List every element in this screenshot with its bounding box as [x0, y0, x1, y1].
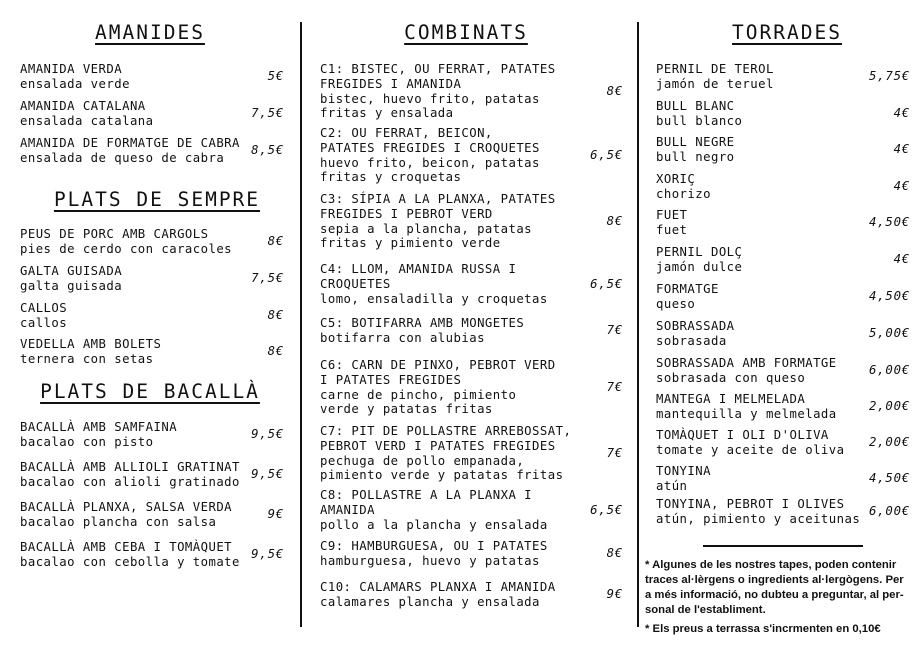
- menu-item: [20, 540, 240, 570]
- menu-item-name: C1: BISTEC, OU FERRAT, PATATES: [320, 62, 556, 76]
- menu-item: [656, 319, 735, 349]
- menu-item-price: 5,75€: [868, 69, 910, 83]
- menu-item-price: 6,5€: [590, 277, 623, 291]
- menu-item-line: hamburguesa, huevo y patatas: [320, 553, 540, 568]
- menu-item-line: galta guisada: [20, 278, 123, 293]
- menu-item-price: 5,00€: [868, 326, 910, 340]
- menu-item-line: ensalada catalana: [20, 113, 154, 128]
- menu-item-price: 4€: [893, 106, 910, 120]
- menu-item-price: 4,50€: [868, 215, 910, 229]
- menu-item-name: FORMATGE: [656, 282, 719, 296]
- menu-item: [20, 99, 154, 129]
- menu-item: [20, 420, 177, 450]
- menu-item-line: bacalao con alioli gratinado: [20, 474, 240, 489]
- menu-item: [320, 358, 556, 417]
- plats-sempre-heading: PLATS DE SEMPRE: [53, 188, 261, 211]
- menu-item: [20, 301, 67, 331]
- menu-item: [320, 126, 540, 185]
- menu-item-line: fuet: [656, 222, 688, 237]
- menu-item: [656, 172, 711, 202]
- menu-item-line: atún: [656, 478, 688, 493]
- menu-item-line: sobrasada: [656, 333, 727, 348]
- menu-item-line: bull negro: [656, 149, 735, 164]
- menu-item-line: carne de pincho, pimiento: [320, 387, 517, 402]
- menu-item-line: pechuga de pollo empanada,: [320, 453, 525, 468]
- menu-item-name: SOBRASSADA: [656, 319, 735, 333]
- menu-item-line: ensalada de queso de cabra: [20, 150, 225, 165]
- menu-item-name: CALLOS: [20, 301, 68, 315]
- menu-item-price: 8€: [267, 344, 284, 358]
- menu-item-name: FUET: [656, 208, 688, 222]
- menu-item: [20, 264, 122, 294]
- menu-item-name: TONYINA: [656, 464, 711, 478]
- menu-item-price: 7,5€: [251, 106, 284, 120]
- torrades-heading: TORRADES: [732, 21, 842, 44]
- menu-item-line: pimiento verde y patatas fritas: [320, 468, 564, 483]
- menu-item: [20, 62, 130, 92]
- column-left: [0, 0, 300, 651]
- menu-item-line: bacalao plancha con salsa: [20, 514, 217, 529]
- menu-item-line: ensalada verde: [20, 76, 130, 91]
- menu-item: [656, 497, 860, 527]
- menu-item-line: huevo frito, beicon, patatas: [320, 155, 540, 170]
- menu-item: [656, 245, 742, 275]
- menu-item-line: atún, pimiento y aceitunas: [656, 511, 861, 526]
- allergen-note: * Algunes de les nostres tapes, poden contenir traces al·lèrgens o ingredients al·lergògens. Per a més informació, no dubteu a preguntar, al per- sonal de l'establiment.: [645, 559, 904, 616]
- menu-item-price: 9,5€: [251, 547, 284, 561]
- menu-item-price: 7€: [606, 323, 623, 337]
- menu-item-price: 2,00€: [868, 435, 910, 449]
- menu-item-price: 4,50€: [868, 289, 910, 303]
- menu-item: [20, 227, 232, 257]
- menu-item-name: C3: SÍPIA A LA PLANXA, PATATES: [320, 192, 556, 206]
- menu-item-line: chorizo: [656, 186, 711, 201]
- menu-item-line: botifarra con alubias: [320, 330, 485, 345]
- menu-item-name: GALTA GUISADA: [20, 264, 123, 278]
- menu-item-line: I PATATES FREGIDES: [320, 372, 462, 387]
- menu-item-name: BACALLÀ AMB ALLIOLI GRATINAT: [20, 460, 240, 474]
- column-divider-right: [637, 22, 639, 627]
- menu-item-name: PEUS DE PORC AMB CARGOLS: [20, 227, 209, 241]
- menu-item-name: BACALLÀ PLANXA, SALSA VERDA: [20, 500, 233, 514]
- menu-item-name: AMANIDA CATALANA: [20, 99, 146, 113]
- notes-divider: [703, 545, 863, 547]
- menu-item-line: callos: [20, 315, 68, 330]
- menu-item: [656, 392, 837, 422]
- menu-item-price: 8€: [606, 214, 623, 228]
- menu-item-price: 6,5€: [590, 148, 623, 162]
- menu-item-name: C9: HAMBURGUESA, OU I PATATES: [320, 539, 548, 553]
- menu-item-line: fritas y pimiento verde: [320, 236, 501, 251]
- menu-item-line: tomate y aceite de oliva: [656, 442, 845, 457]
- terrace-note: * Els preus a terrassa s'incrmenten en 0,10€: [645, 623, 881, 635]
- menu-item-name: BULL NEGRE: [656, 135, 735, 149]
- menu-item-price: 7,5€: [251, 271, 284, 285]
- menu-item: [320, 580, 556, 610]
- menu-item: [656, 356, 837, 386]
- menu-item-name: AMANIDA DE FORMATGE DE CABRA: [20, 136, 240, 150]
- menu-item-price: 5€: [267, 69, 284, 83]
- menu-item-name: TONYINA, PEBROT I OLIVES: [656, 497, 845, 511]
- menu-item-line: sepia a la plancha, patatas: [320, 221, 533, 236]
- menu-item-price: 2,00€: [868, 399, 910, 413]
- menu-item-price: 4€: [893, 179, 910, 193]
- menu-item-name: AMANIDA VERDA: [20, 62, 123, 76]
- menu-item-price: 9,5€: [251, 427, 284, 441]
- menu-item-price: 8€: [606, 546, 623, 560]
- menu-item: [20, 500, 232, 530]
- menu-item-name: C6: CARN DE PINXO, PEBROT VERD: [320, 358, 556, 372]
- menu-item-line: AMANIDA: [320, 502, 375, 517]
- menu-item-price: 8€: [606, 84, 623, 98]
- menu-item: [656, 282, 719, 312]
- menu-item: [656, 208, 687, 238]
- menu-item-line: sobrasada con queso: [656, 370, 806, 385]
- menu-item: [656, 62, 774, 92]
- menu-item-name: SOBRASSADA AMB FORMATGE: [656, 356, 837, 370]
- menu-item-line: pies de cerdo con caracoles: [20, 241, 233, 256]
- menu-item-price: 9,5€: [251, 467, 284, 481]
- menu-item-name: C4: LLOM, AMANIDA RUSSA I: [320, 262, 517, 276]
- menu-item-name: PERNIL DE TEROL: [656, 62, 774, 76]
- menu-item-line: FREGIDES I AMANIDA: [320, 76, 462, 91]
- menu-item-name: BACALLÀ AMB SAMFAINA: [20, 420, 178, 434]
- plats-bacalla-heading: PLATS DE BACALLÀ: [40, 380, 260, 403]
- column-middle: [303, 0, 637, 651]
- menu-item-line: fritas y croquetas: [320, 170, 462, 185]
- menu-item-line: calamares plancha y ensalada: [320, 594, 540, 609]
- menu-item-price: 4€: [893, 252, 910, 266]
- menu-item: [656, 428, 844, 458]
- menu-item-name: TOMÀQUET I OLI D'OLIVA: [656, 428, 829, 442]
- column-divider-left: [300, 22, 302, 627]
- amanides-heading: AMANIDES: [95, 21, 205, 44]
- menu-item: [656, 99, 742, 129]
- menu-item: [320, 62, 556, 121]
- menu-item: [320, 262, 548, 306]
- menu-item-line: verde y patatas fritas: [320, 402, 493, 417]
- menu-item-line: bacalao con cebolla y tomate: [20, 554, 240, 569]
- menu-item-line: PEBROT VERD I PATATES FREGIDES: [320, 438, 556, 453]
- menu-item-name: VEDELLA AMB BOLETS: [20, 337, 162, 351]
- menu-item-price: 8€: [267, 234, 284, 248]
- menu-item-price: 8€: [267, 308, 284, 322]
- menu-item: [320, 192, 556, 251]
- menu-item-name: C5: BOTIFARRA AMB MONGETES: [320, 316, 525, 330]
- menu-item-line: fritas y ensalada: [320, 106, 454, 121]
- menu-item-line: CROQUETES: [320, 276, 391, 291]
- menu-item-price: 6,5€: [590, 503, 623, 517]
- menu-item: [20, 136, 240, 166]
- menu-item: [656, 464, 711, 494]
- menu-item-line: mantequilla y melmelada: [656, 406, 837, 421]
- menu-item-price: 4,50€: [868, 471, 910, 485]
- menu-item-line: pollo a la plancha y ensalada: [320, 517, 548, 532]
- menu-item-price: 6,00€: [868, 363, 910, 377]
- menu-item-name: BACALLÀ AMB CEBA I TOMÀQUET: [20, 540, 233, 554]
- column-right: [640, 0, 924, 651]
- menu-item-line: bistec, huevo frito, patatas: [320, 91, 540, 106]
- menu-item-line: jamón de teruel: [656, 76, 774, 91]
- menu-item-line: jamón dulce: [656, 259, 743, 274]
- menu-item-price: 8,5€: [251, 143, 284, 157]
- menu-item-line: bull blanco: [656, 113, 743, 128]
- menu-item-price: 7€: [606, 380, 623, 394]
- menu-item-name: MANTEGA I MELMELADA: [656, 392, 806, 406]
- menu-item-price: 7€: [606, 446, 623, 460]
- menu-item: [320, 316, 524, 346]
- menu-item-name: PERNIL DOLÇ: [656, 245, 743, 259]
- menu-item-line: PATATES FREGIDES I CROQUETES: [320, 140, 540, 155]
- menu-item-name: C8: POLLASTRE A LA PLANXA I: [320, 488, 533, 502]
- menu-item: [320, 424, 571, 483]
- menu-item-line: FREGIDES I PEBROT VERD: [320, 206, 493, 221]
- menu-item-line: bacalao con pisto: [20, 434, 154, 449]
- menu-item-line: queso: [656, 296, 696, 311]
- menu-item-price: 4€: [893, 142, 910, 156]
- menu-item: [320, 488, 548, 532]
- menu-item: [656, 135, 735, 165]
- combinats-heading: COMBINATS: [404, 21, 528, 44]
- menu-item: [20, 337, 161, 367]
- menu-item: [320, 539, 548, 569]
- menu-item-name: XORIÇ: [656, 172, 696, 186]
- menu-item-price: 9€: [267, 507, 284, 521]
- menu-item-line: ternera con setas: [20, 351, 154, 366]
- menu-item-price: 6,00€: [868, 504, 910, 518]
- menu-item-name: C10: CALAMARS PLANXA I AMANIDA: [320, 580, 556, 594]
- menu-item-line: lomo, ensaladilla y croquetas: [320, 291, 548, 306]
- menu-item-name: C2: OU FERRAT, BEICON,: [320, 126, 493, 140]
- menu-item-price: 9€: [606, 587, 623, 601]
- menu-item-name: C7: PIT DE POLLASTRE ARREBOSSAT,: [320, 424, 572, 438]
- menu-item-name: BULL BLANC: [656, 99, 735, 113]
- menu-item: [20, 460, 240, 490]
